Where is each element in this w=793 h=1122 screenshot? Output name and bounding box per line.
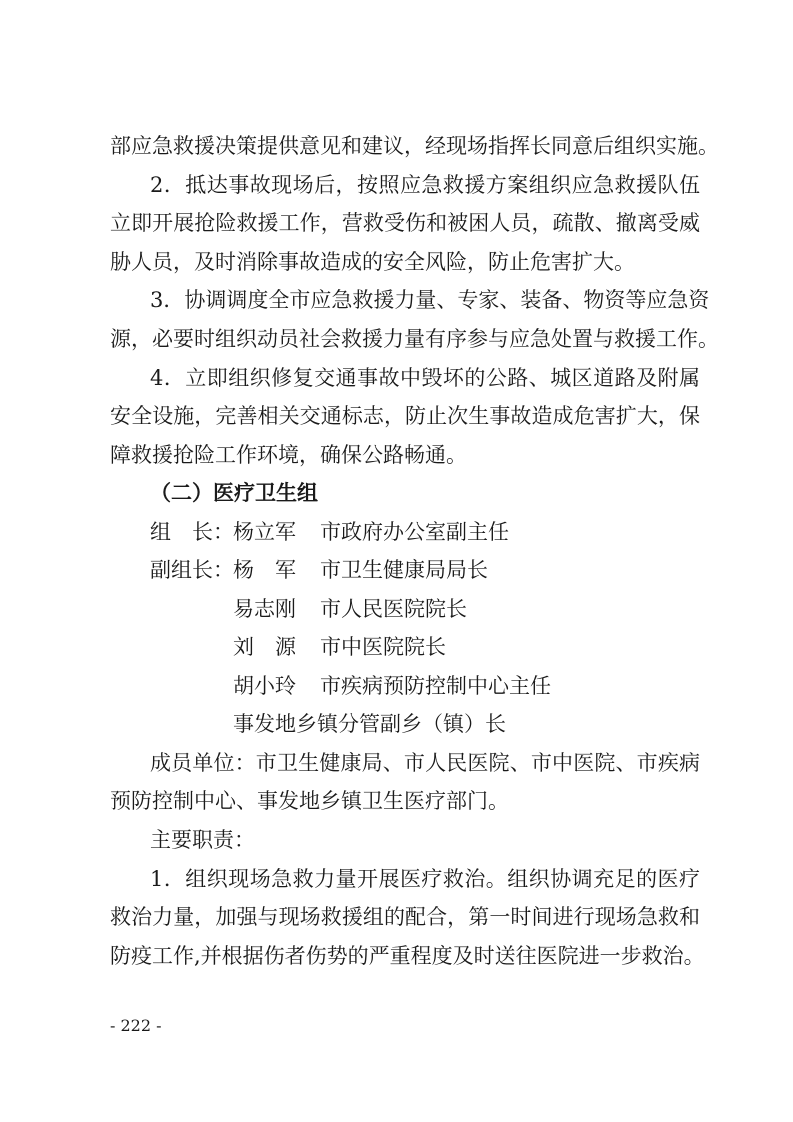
roster-title: 市人民医院院长 xyxy=(320,597,467,621)
duties-label: 主要职责： xyxy=(150,828,255,852)
roster-title: 市政府办公室副主任 xyxy=(320,520,509,544)
paragraph-line: 2．抵达事故现场后，按照应急救援方案组织应急救援队伍 xyxy=(150,173,700,197)
roster-label: 组 长： xyxy=(150,520,234,544)
roster-name: 杨 军 xyxy=(233,558,296,582)
paragraph-line: 4．立即组织修复交通事故中毁坏的公路、城区道路及附属 xyxy=(150,366,700,390)
paragraph-line: 立即开展抢险救援工作，营救受伤和被困人员，疏散、撤离受威 xyxy=(110,211,700,235)
members-line: 预防控制中心、事发地乡镇卫生医疗部门。 xyxy=(110,789,509,813)
roster-name: 刘 源 xyxy=(233,635,296,659)
roster-name: 杨立军 xyxy=(233,520,296,544)
paragraph-line: 源，必要时组织动员社会救援力量有序参与应急处置与救援工作。 xyxy=(110,327,719,351)
page-number: - 222 - xyxy=(110,1016,162,1035)
roster-name: 胡小玲 xyxy=(233,674,296,698)
paragraph-line: 3．协调调度全市应急救援力量、专家、装备、物资等应急资 xyxy=(150,288,710,312)
members-line: 成员单位：市卫生健康局、市人民医院、市中医院、市疾病 xyxy=(150,751,700,775)
roster-name: 事发地乡镇分管副乡（镇）长 xyxy=(233,712,506,736)
paragraph-line: 救治力量，加强与现场救援组的配合，第一时间进行现场急救和 xyxy=(110,905,700,929)
paragraph-line: 胁人员，及时消除事故造成的安全风险，防止危害扩大。 xyxy=(110,250,635,274)
section-heading: （二）医疗卫生组 xyxy=(150,480,318,505)
paragraph-line: 安全设施，完善相关交通标志，防止次生事故造成危害扩大，保 xyxy=(110,404,700,428)
roster-title: 市疾病预防控制中心主任 xyxy=(320,674,551,698)
paragraph-line: 防疫工作,并根据伤者伤势的严重程度及时送往医院进一步救治。 xyxy=(110,944,705,968)
roster-title: 市中医院院长 xyxy=(320,635,446,659)
paragraph-line: 1．组织现场急救力量开展医疗救治。组织协调充足的医疗 xyxy=(150,867,700,891)
roster-title: 市卫生健康局局长 xyxy=(320,558,488,582)
paragraph-line: 部应急救援决策提供意见和建议，经现场指挥长同意后组织实施。 xyxy=(110,134,719,158)
paragraph-line: 障救援抢险工作环境，确保公路畅通。 xyxy=(110,443,467,467)
roster-label: 副组长： xyxy=(150,558,234,582)
roster-name: 易志刚 xyxy=(233,597,296,621)
